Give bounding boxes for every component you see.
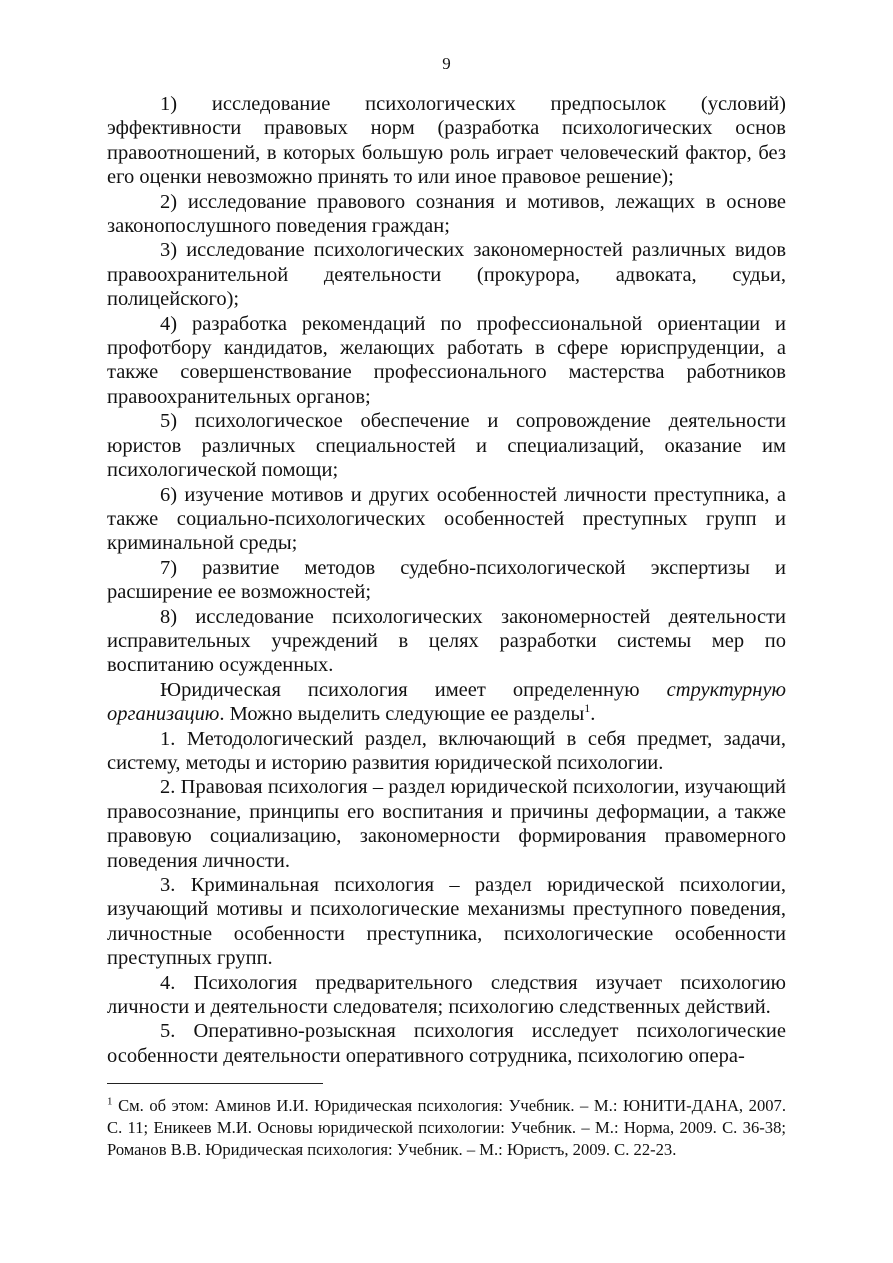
structure-text-after: . Можно выделить следующие ее разделы — [219, 703, 585, 726]
footnote — [107, 1095, 786, 1161]
section-paragraph: 3. Криминальная психология – раздел юридической психологии, изучающий мотивы и психологические механизмы преступного поведения, личностные особенности преступника, психологические особенности преступных групп. — [107, 874, 786, 970]
list-item: 1) исследование психологических предпосылок (условий) эффективности правовых норм (разработка психологических основ правоотношений, в которых большую роль играет человеческий фактор, без его оценки невозможно принять то или иное правовое решение); — [107, 93, 786, 189]
list-item: 7) развитие методов судебно-психологической экспертизы и расширение ее возможностей; — [107, 556, 786, 604]
section-paragraph: 4. Психология предварительного следствия изучает психологию личности и деятельности следователя; психологию следственных действий. — [107, 971, 786, 1019]
structure-text-end: . — [590, 703, 596, 726]
section-paragraph: 1. Методологический раздел, включающий в себя предмет, задачи, систему, методы и историю развития юридической психологии. — [107, 727, 786, 774]
structure-emphasis: структурную организацию — [107, 678, 786, 726]
footnote-mark: 1 — [107, 1095, 113, 1108]
list-item: 3) исследование психологических закономерностей различных видов правоохранительной деятельности (прокурора, адвоката, судьи, полицейского); — [107, 239, 786, 311]
list-item: 6) изучение мотивов и других особенностей личности преступника, а также социально-психологических особенностей преступных групп и криминальной среды; — [107, 483, 786, 555]
section-paragraph: 5. Оперативно-розыскная психология исследует психологические особенности деятельности оперативного сотрудника, психологию опера- — [107, 1020, 786, 1067]
list-item: 4) разработка рекомендаций по профессиональной ориентации и профотбору кандидатов, желающих работать в сфере юриспруденции, а также совершенствование профессионального мастерства работников правоохранительных органов; — [107, 312, 786, 408]
structure-text-before: Юридическая психология имеет определенную — [160, 678, 667, 701]
main-text — [107, 92, 786, 1068]
section-paragraph: 2. Правовая психология – раздел юридической психологии, изучающий правосознание, принципы его воспитания и причины деформации, а также правовую социализацию, закономерности формирования правомерного поведения личности. — [107, 776, 786, 872]
list-item: 2) исследование правового сознания и мотивов, лежащих в основе законопослушного поведения граждан; — [107, 190, 786, 238]
footnote-divider — [107, 1083, 323, 1084]
list-item: 5) психологическое обеспечение и сопровождение деятельности юристов различных специальностей и специализаций, оказание им психологической помощи; — [107, 410, 786, 482]
footnote-text: См. об этом: Аминов И.И. Юридическая психология: Учебник. – М.: ЮНИТИ-ДАНА, 2007. С. 11; Еникеев М.И. Основы юридической психологии: Учебник. – М.: Норма, 2009. С. 36-38; Романов В.В. Юридическая психология: Учебник. – М.: Юристъ, 2009. С. 22-23. — [107, 1096, 786, 1159]
list-item: 8) исследование психологических закономерностей деятельности исправительных учреждений в целях разработки системы мер по воспитанию осужденных. — [107, 605, 786, 677]
page-number: 9 — [442, 54, 451, 73]
structure-paragraph — [107, 678, 786, 727]
footnote-reference[interactable]: 1 — [584, 701, 591, 716]
